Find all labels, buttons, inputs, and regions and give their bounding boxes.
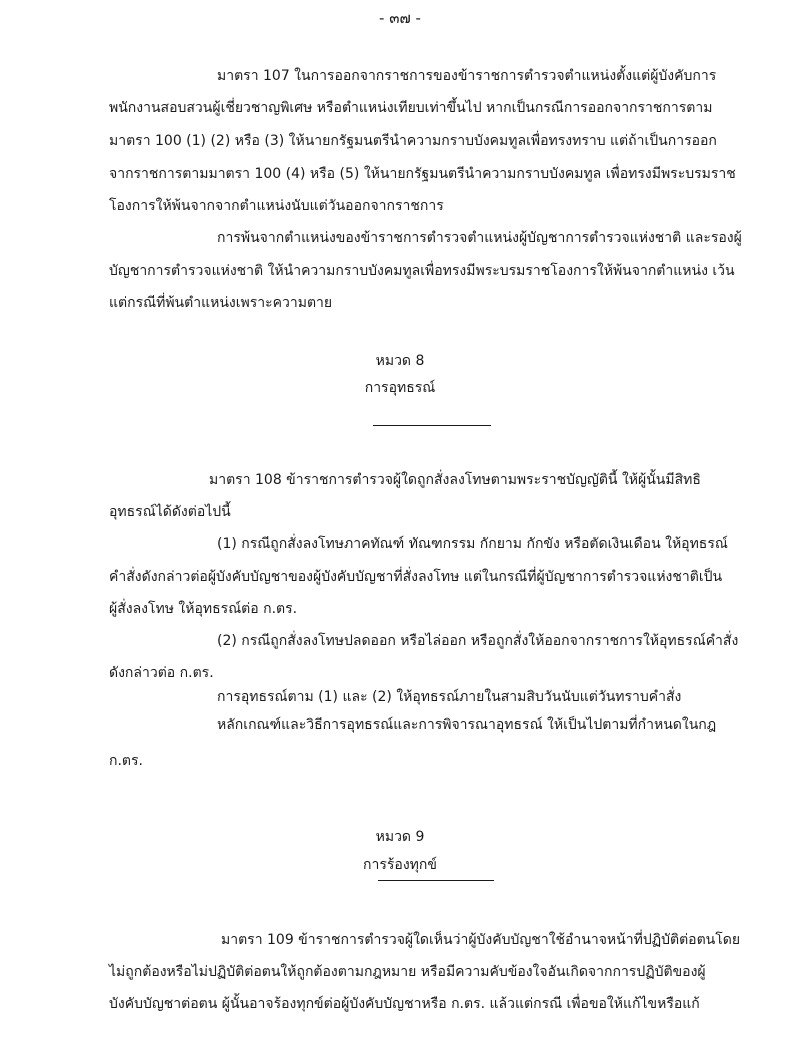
section-107-line-4: จากราชการตามมาตรา 100 (4) หรือ (5) ให้นายกรัฐมนตรีนำความกราบบังคมทูล เพื่อทรงมีพระบรมราช	[109, 166, 736, 182]
section-107-line-7: บัญชาการตำรวจแห่งชาติ ให้นำความกราบบังคมทูลเพื่อทรงมีพระบรมราชโองการให้พ้นจากตำแหน่ง เว้น	[109, 263, 735, 279]
section-108-line-6: (2) กรณีถูกสั่งลงโทษปลดออก หรือไล่ออก หรือถูกสั่งให้ออกจากราชการให้อุทธรณ์คำสั่ง	[217, 633, 739, 649]
section-108-line-5: ผู้สั่งลงโทษ ให้อุทธรณ์ต่อ ก.ตร.	[109, 601, 298, 617]
section-108-line-8: การอุทธรณ์ตาม (1) และ (2) ให้อุทธรณ์ภายในสามสิบวันนับแต่วันทราบคำสั่ง	[217, 689, 682, 705]
section-108-line-7: ดังกล่าวต่อ ก.ตร.	[109, 665, 214, 681]
section-108-line-4: คำสั่งดังกล่าวต่อผู้บังคับบัญชาของผู้บังคับบัญชาที่สั่งลงโทษ แต่ในกรณีที่ผู้บัญชาการตำรวจแห่งชาติเป็น	[109, 569, 723, 585]
section-107-line-3: มาตรา 100 (1) (2) หรือ (3) ให้นายกรัฐมนตรีนำความกราบบังคมทูลเพื่อทรงทราบ แต่ถ้าเป็นการออก	[109, 133, 717, 149]
chapter-9-heading: หมวด 9	[375, 829, 425, 845]
chapter-8-heading: หมวด 8	[375, 353, 425, 369]
section-109-line-1: มาตรา 109 ข้าราชการตำรวจผู้ใดเห็นว่าผู้บังคับบัญชาใช้อำนาจหน้าที่ปฏิบัติต่อตนโดย	[221, 932, 741, 948]
chapter-8-title: การอุทธรณ์	[364, 380, 436, 396]
section-107-line-6: การพ้นจากตำแหน่งของข้าราชการตำรวจตำแหน่งผู้บัญชาการตำรวจแห่งชาติ และรองผู้	[217, 230, 742, 246]
section-108-line-3: (1) กรณีถูกสั่งลงโทษภาคทัณฑ์ ทัณฑกรรม กักยาม กักขัง หรือตัดเงินเดือน ให้อุทธรณ์	[217, 536, 728, 552]
section-107-line-2: พนักงานสอบสวนผู้เชี่ยวชาญพิเศษ หรือตำแหน่งเทียบเท่าขึ้นไป หากเป็นกรณีการออกจากราชการตาม	[109, 100, 713, 116]
section-108-line-9: หลักเกณฑ์และวิธีการอุทธรณ์และการพิจารณาอุทธรณ์ ให้เป็นไปตามที่กำหนดในกฎ	[217, 717, 717, 733]
section-107-line-8: แต่กรณีที่พ้นตำแหน่งเพราะความตาย	[109, 295, 333, 311]
section-108-line-2: อุทธรณ์ได้ดังต่อไปนี้	[109, 504, 231, 520]
section-107-line-1: มาตรา 107 ในการออกจากราชการของข้าราชการตำรวจตำแหน่งตั้งแต่ผู้บังคับการ	[217, 68, 717, 84]
chapter-9-title: การร้องทุกข์	[363, 857, 437, 873]
section-109-line-3: บังคับบัญชาต่อตน ผู้นั้นอาจร้องทุกข์ต่อผู้บังคับบัญชาหรือ ก.ตร. แล้วแต่กรณี เพื่อขอให้แก้ไขหรือแก้	[109, 996, 700, 1012]
section-107-line-5: โองการให้พ้นจากจากตำแหน่งนับแต่วันออกจากราชการ	[109, 198, 444, 214]
chapter-8-divider	[373, 425, 491, 426]
section-108-line-10: ก.ตร.	[109, 753, 143, 769]
section-108-line-1: มาตรา 108 ข้าราชการตำรวจผู้ใดถูกสั่งลงโทษตามพระราชบัญญัตินี้ ให้ผู้นั้นมีสิทธิ	[209, 472, 701, 488]
section-109-line-2: ไม่ถูกต้องหรือไม่ปฏิบัติต่อตนให้ถูกต้องตามกฎหมาย หรือมีความคับข้องใจอันเกิดจากการปฏิบัติของผู้	[109, 964, 706, 980]
chapter-9-divider	[378, 880, 494, 881]
page-number: - ๓๗ -	[379, 9, 421, 27]
